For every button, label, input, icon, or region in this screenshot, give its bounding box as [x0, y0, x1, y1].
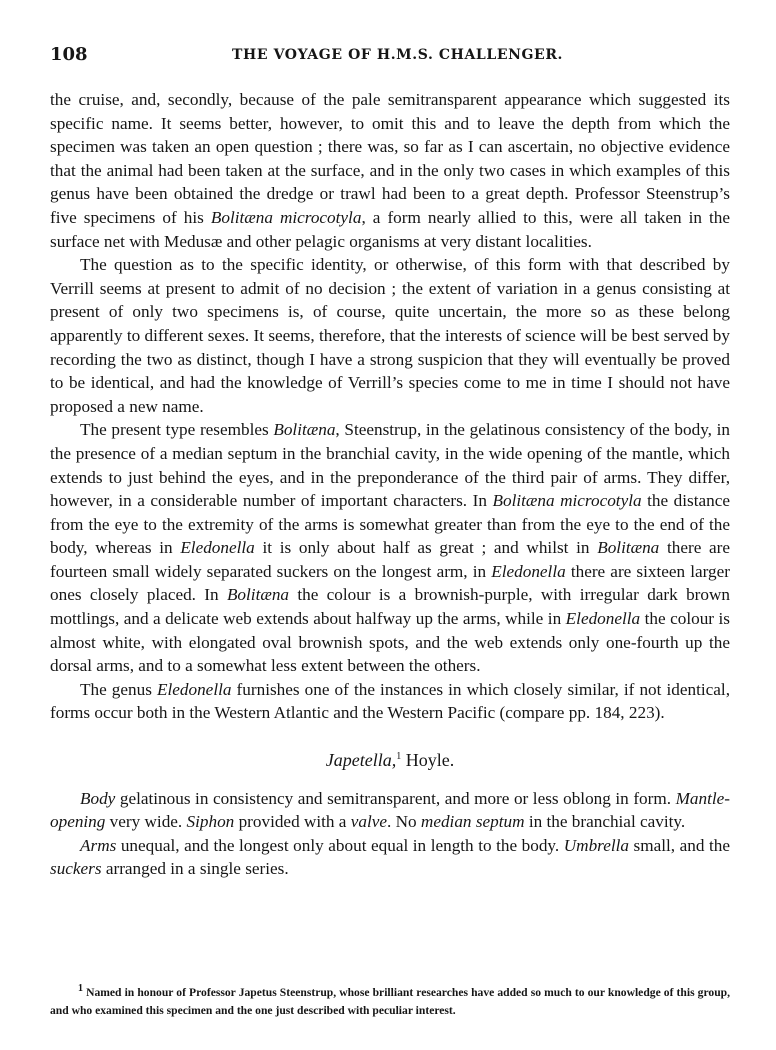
text-run: there are sixteen larger ones closely placed. In: [50, 561, 730, 605]
diagnosis-paragraph: [50, 834, 730, 881]
text-run: , a form nearly allied to this, were all taken in the surface net with Medusæ and other pelagic organisms at very distant localities.: [50, 207, 730, 251]
italic-text: Bolitæna microcotyla: [210, 207, 362, 227]
text-run: gelatinous in consistency and semitransparent, and more or less oblong in form.: [115, 788, 676, 808]
text-run: the colour is almost white, with elongated oval brownish spots, and the web extends only one-fourth up the dorsal arms, and to a somewhat less extent between the others.: [50, 609, 730, 676]
text-run: unequal, and the longest only about equal in length to the body.: [116, 835, 564, 855]
italic-text: median septum: [420, 812, 525, 832]
italic-text: Eledonella: [180, 538, 255, 558]
text-run: it is only about half as great ; and whilst in: [254, 538, 598, 558]
paragraph: [50, 418, 730, 678]
paragraph: [50, 253, 730, 418]
genus-name: Japetella,: [325, 750, 397, 771]
text-run: the colour is a brownish-purple, with irregular dark brown mottlings, and a delicate web extends about halfway up the arms, while in: [50, 585, 730, 629]
paragraph: [50, 88, 730, 253]
section-heading: [50, 749, 730, 773]
italic-text: Eledonella: [157, 679, 232, 699]
italic-text: Mantle-opening: [50, 788, 730, 832]
text-run: furnishes one of the instances in which closely similar, if not identical, forms occur both in the Western Atlantic and the Western Pacific (compare pp. 184, 223).: [50, 679, 730, 723]
italic-text: Body: [80, 788, 116, 808]
italic-text: Umbrella: [563, 835, 629, 855]
author-name: Hoyle.: [401, 750, 455, 771]
text-run: The question as to the specific identity, or otherwise, of this form with that described by Verrill seems at present to admit of no decision ; the extent of variation in a genus consisting at present of only two specimens is, of course, quite uncertain, the more so as these belong apparently to different sexes. It seems, therefore, that the interests of science will be best served by recording the two as distinct, though I have a strong suspicion that they will eventually be proved to be identical, and had the knowledge of Verrill’s species come to me in time I should not have proposed a new name.: [50, 255, 730, 416]
text-run: The genus: [80, 679, 157, 699]
italic-text: Bolitæna microcotyla: [492, 491, 642, 511]
footnote-reference: 1: [396, 751, 402, 763]
italic-text: Bolitæna: [273, 420, 336, 440]
body-text: [50, 88, 730, 881]
text-run: arranged in a single series.: [101, 859, 289, 879]
italic-text: valve: [350, 812, 388, 832]
text-run: The present type resembles: [80, 420, 274, 440]
page-number: 108: [50, 44, 88, 65]
footnote-text: Named in honour of Professor Japetus Steenstrup, whose brilliant researches have added so much to our knowledge of this group, and who examined this specimen and the one just described with peculiar interest.: [50, 986, 730, 1017]
text-run: the cruise, and, secondly, because of the pale semitransparent appearance which suggested its specific name. It seems better, however, to omit this and to leave the depth from which the specimen was taken an open question ; there was, so far as I can ascertain, no objective evidence that the animal had been taken at the surface, and in the only two cases in which examples of this genus have been obtained the dredge or trawl had been to a great depth. Professor Steenstrup’s five specimens of his: [50, 90, 730, 227]
italic-text: Arms: [80, 835, 117, 855]
text-run: provided with a: [234, 812, 351, 832]
footnote-mark: 1: [78, 983, 83, 995]
italic-text: Bolitæna: [226, 585, 290, 605]
paragraph: [50, 678, 730, 725]
text-run: small, and the: [629, 835, 730, 855]
text-run: in the branchial cavity.: [524, 812, 686, 832]
page-header: [50, 44, 730, 72]
italic-text: Eledonella: [491, 561, 566, 581]
text-run: there are fourteen small widely separated suckers on the longest arm, in: [50, 538, 730, 581]
footnote: [50, 984, 730, 1020]
italic-text: Siphon: [186, 812, 235, 832]
italic-text: Bolitæna: [597, 538, 660, 558]
text-run: the distance from the eye to the extremity of the arms is somewhat greater than from the eye to the end of the body, whereas in: [50, 491, 730, 558]
italic-text: Eledonella: [565, 609, 641, 629]
text-run: very wide.: [105, 812, 187, 832]
italic-text: suckers: [50, 859, 102, 879]
text-run: . No: [387, 812, 421, 832]
diagnosis-paragraph: [50, 787, 730, 834]
text-run: , Steenstrup, in the gelatinous consistency of the body, in the presence of a median septum in the branchial cavity, in the wide opening of the mantle, which extends to just behind the eyes, and in the preponderance of the third pair of arms. They differ, however, in a considerable number of important characters. In: [50, 420, 730, 511]
running-head: THE VOYAGE OF H.M.S. CHALLENGER.: [232, 47, 564, 63]
